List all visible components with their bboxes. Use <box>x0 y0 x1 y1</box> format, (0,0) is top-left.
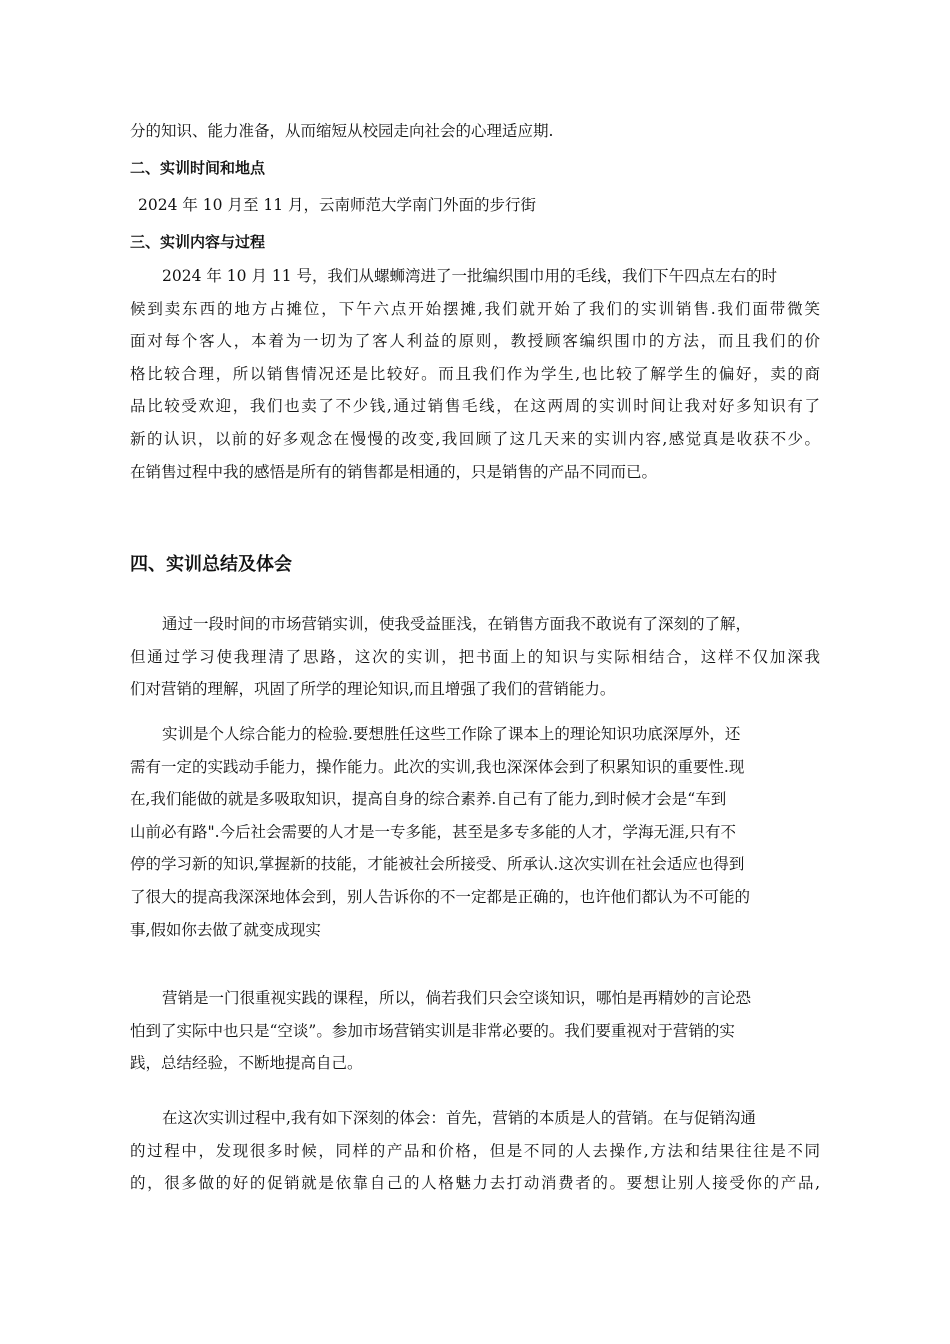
paragraph-line: 怕到了实际中也只是“空谈”。参加市场营销实训是非常必要的。我们要重视对于营销的实 <box>130 1021 735 1040</box>
paragraph-line: 但通过学习使我理清了思路，这次的实训，把书面上的知识与实际相结合，这样不仅加深我 <box>130 647 820 666</box>
paragraph-line: 实训是个人综合能力的检验.要想胜任这些工作除了课本上的理论知识功底深厚外，还 <box>162 725 741 743</box>
paragraph-line: 品比较受欢迎，我们也卖了不少钱,通过销售毛线，在这两周的实训时间让我对好多知识有了 <box>130 397 820 416</box>
paragraph-line: 在销售过程中我的感悟是所有的销售都是相通的，只是销售的产品不同而已。 <box>130 462 658 481</box>
paragraph-line: 践，总结经验，不断地提高自己。 <box>130 1054 363 1073</box>
paragraph-line: 面对每个客人，本着为一切为了客人利益的原则，教授顾客编织围巾的方法，而且我们的价 <box>130 332 820 351</box>
paragraph-line: 需有一定的实践动手能力，操作能力。此次的实训,我也深深体会到了积累知识的重要性.现 <box>130 757 745 776</box>
paragraph-line: 事,假如你去做了就变成现实 <box>130 920 321 939</box>
section2-heading: 二、实训时间和地点 <box>130 159 266 177</box>
intro-tail-line: 分的知识、能力准备，从而缩短从校园走向社会的心理适应期. <box>130 122 554 140</box>
section2-text: 2024 年 10 月至 11 月，云南师范大学南门外面的步行街 <box>138 196 537 214</box>
paragraph-line: 们对营销的理解，巩固了所学的理论知识,而且增强了我们的营销能力。 <box>130 680 616 699</box>
paragraph-line: 了很大的提高我深深地体会到，别人告诉你的不一定都是正确的，也许他们都认为不可能的 <box>130 887 751 906</box>
section4-paragraph-2 <box>130 718 820 946</box>
section3-paragraph <box>130 260 820 488</box>
paragraph-line: 停的学习新的知识,掌握新的技能，才能被社会所接受、所承认.这次实训在社会适应也得到 <box>130 855 745 874</box>
section4-paragraph-4 <box>130 1102 820 1200</box>
section4-paragraph-1 <box>130 608 820 706</box>
paragraph-line: 的过程中，发现很多时候，同样的产品和价格，但是不同的人去操作,方法和结果往往是不同 <box>130 1141 820 1160</box>
paragraph-line: 营销是一门很重视实践的课程，所以，倘若我们只会空谈知识，哪怕是再精妙的言论恐 <box>162 989 752 1007</box>
paragraph-line: 新的认识，以前的好多观念在慢慢的改变,我回顾了这几天来的实训内容,感觉真是收获不少。 <box>130 429 820 448</box>
section4-heading: 四、实训总结及体会 <box>130 554 292 575</box>
paragraph-line: 通过一段时间的市场营销实训，使我受益匪浅，在销售方面我不敢说有了深刻的了解， <box>162 615 752 633</box>
paragraph-line: 的，很多做的好的促销就是依靠自己的人格魅力去打动消费者的。要想让别人接受你的产品, <box>130 1174 820 1193</box>
paragraph-line: 在这次实训过程中,我有如下深刻的体会：首先，营销的本质是人的营销。在与促销沟通 <box>162 1109 756 1127</box>
paragraph-line: 候到卖东西的地方占摊位，下午六点开始摆摊,我们就开始了我们的实训销售.我们面带微笑 <box>130 299 820 318</box>
section3-heading: 三、实训内容与过程 <box>130 233 266 251</box>
paragraph-line: 格比较合理，所以销售情况还是比较好。而且我们作为学生,也比较了解学生的偏好，卖的商 <box>130 364 820 383</box>
paragraph-line: 在,我们能做的就是多吸取知识，提高自身的综合素养.自己有了能力,到时候才会是“车到 <box>130 790 727 809</box>
section4-paragraph-3 <box>130 982 820 1080</box>
paragraph-line: 山前必有路".今后社会需要的人才是一专多能，甚至是多专多能的人才，学海无涯,只有不 <box>130 822 736 841</box>
paragraph-line: 2024 年 10 月 11 号，我们从螺蛳湾进了一批编织围巾用的毛线，我们下午四点左右的时 <box>162 267 778 285</box>
